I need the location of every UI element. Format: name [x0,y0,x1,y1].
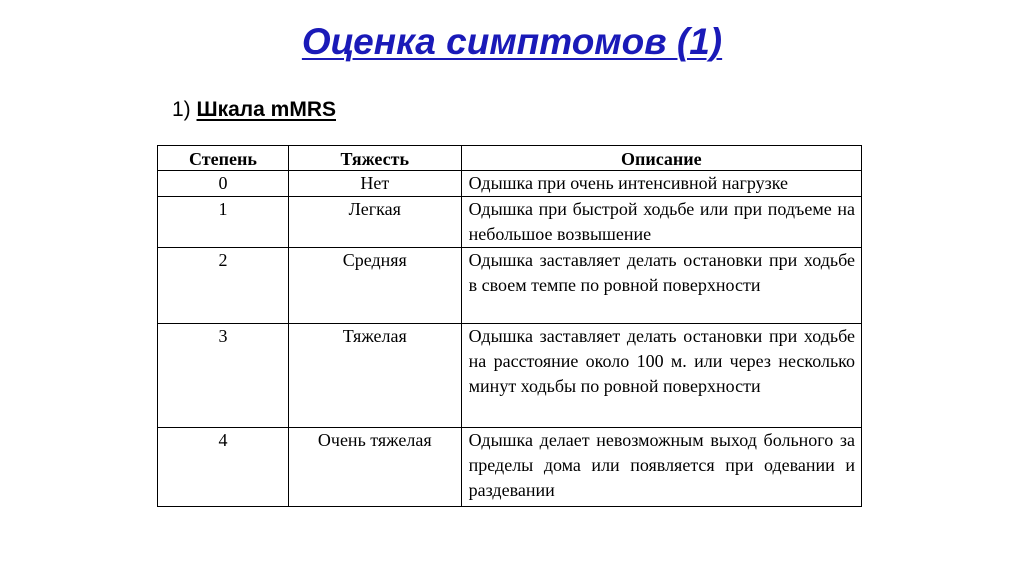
scale-subtitle [172,96,336,124]
severity-cell: Легкая [288,197,461,248]
description-cell: Одышка при быстрой ходьбе или при подъеме на небольшое возвышение [461,197,861,248]
description-cell: Одышка заставляет делать остановки при ходьбе в своем темпе по ровной поверхности [461,248,861,324]
grade-cell: 2 [158,248,289,324]
severity-cell: Очень тяжелая [288,428,461,507]
subtitle-prefix: 1) [172,98,197,121]
severity-cell: Нет [288,171,461,197]
slide-title: Оценка симптомов (1) [301,21,723,62]
grade-cell: 4 [158,428,289,507]
table-row [158,428,862,507]
description-cell: Одышка заставляет делать остановки при ходьбе на расстояние около 100 м. или через несколько минут ходьбы по ровной поверхности [461,324,861,428]
table-row [158,171,862,197]
grade-cell: 0 [158,171,289,197]
description-cell: Одышка делает невозможным выход больного за пределы дома или появляется при одевании и раздевании [461,428,861,507]
severity-cell: Тяжелая [288,324,461,428]
table-row [158,197,862,248]
table-row [158,324,862,428]
grade-cell: 1 [158,197,289,248]
table-row [158,248,862,324]
header-grade: Степень [158,146,289,171]
grade-cell: 3 [158,324,289,428]
header-description: Описание [461,146,861,171]
scale-name: Шкала mMRS [196,98,336,121]
mmrs-table [157,145,862,507]
header-severity: Тяжесть [288,146,461,171]
description-cell: Одышка при очень интенсивной нагрузке [461,171,861,197]
table-header-row [158,146,862,171]
severity-cell: Средняя [288,248,461,324]
